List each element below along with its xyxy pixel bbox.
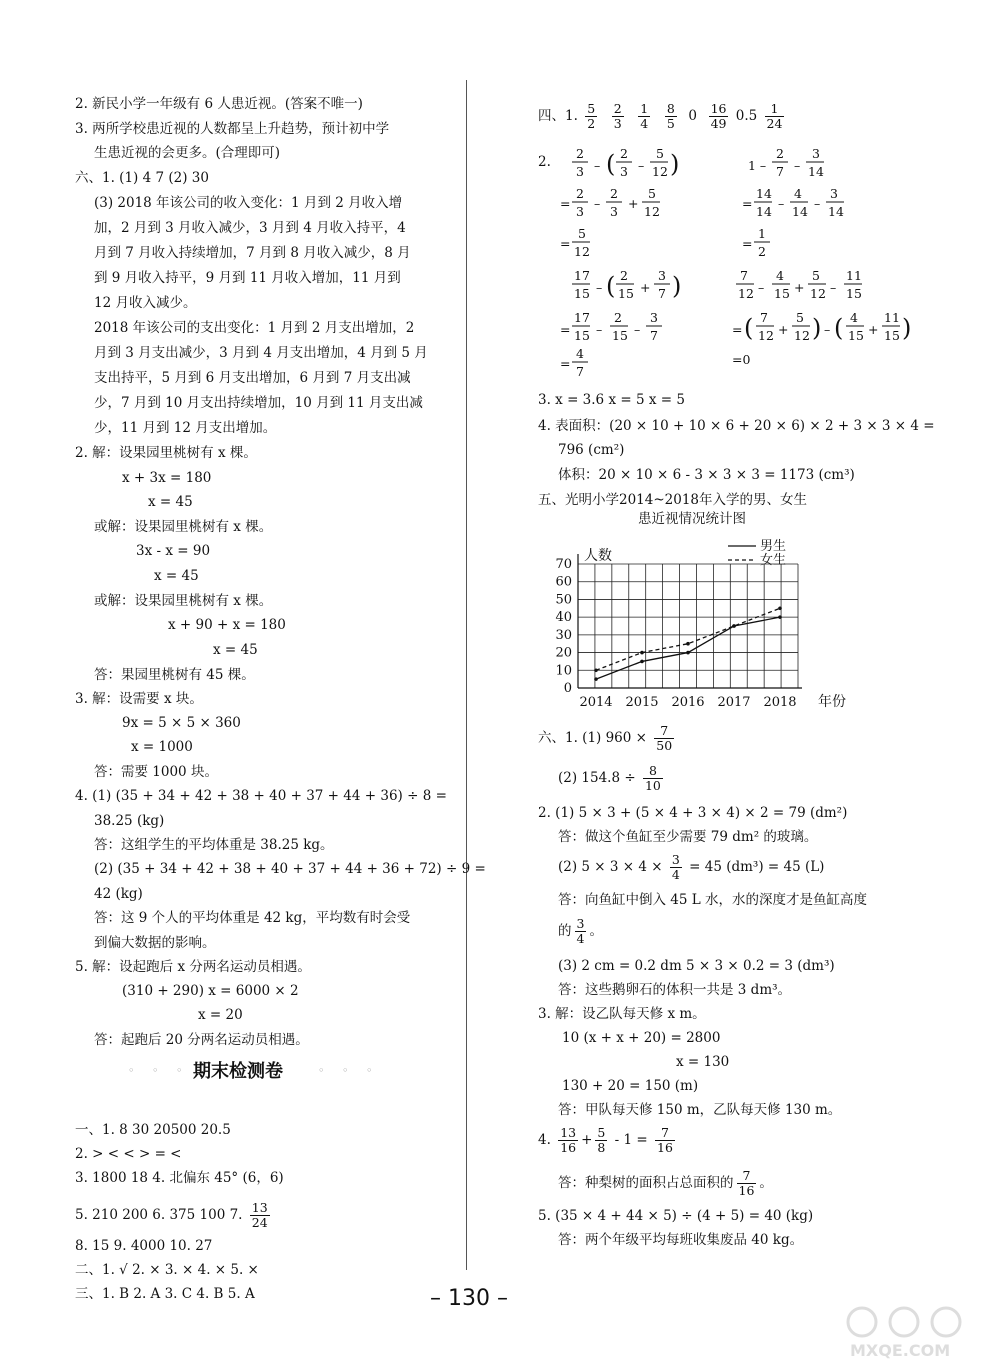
denominator: 50 — [656, 738, 673, 753]
math-text: 2 — [620, 268, 628, 283]
math-text: ( — [606, 150, 616, 178]
text-line: (2) (35 + 34 + 42 + 38 + 40 + 37 + 44 + 36 + 72) ÷ 9 = — [94, 861, 486, 877]
x-axis-label: 年份 — [818, 694, 846, 710]
numerator: 8 — [666, 101, 675, 116]
text-line: 38.25 (kg) — [94, 813, 165, 829]
fraction — [654, 724, 674, 753]
numerator: 7 — [654, 724, 674, 739]
math-text: – — [814, 196, 821, 211]
text-line: 月到 7 月收入持续增加，7 月到 8 月收入减少，8 月 — [94, 245, 411, 261]
fraction — [612, 102, 624, 131]
math-text: + — [640, 280, 651, 295]
numerator: 3 — [671, 852, 680, 867]
equation: 9x = 5 × 5 × 360 — [122, 715, 241, 731]
text-line: 或解：设果园里桃树有 x 棵。 — [94, 593, 273, 609]
denominator: 5 — [666, 116, 675, 131]
math-text: + — [778, 322, 789, 337]
svg-text:MXQE.COM: MXQE.COM — [850, 1341, 951, 1360]
answer-line: 答：这组学生的平均体重是 38.25 kg。 — [94, 837, 334, 853]
numerator: 16 — [710, 101, 727, 116]
math-text: 1 — [758, 226, 766, 241]
text-line: 5. (35 × 4 + 44 × 5) ÷ (4 + 5) = 40 (kg) — [538, 1208, 814, 1224]
math-text: ) — [672, 272, 682, 300]
math-text: 1 – — [748, 158, 767, 173]
answer-line: 答：这些鹅卵石的体积一共是 3 dm³。 — [558, 982, 792, 998]
math-text: 15 — [618, 286, 634, 301]
math-text: 5 — [812, 268, 820, 283]
x-tick-label: 2017 — [717, 695, 751, 710]
text-line — [558, 762, 666, 794]
answer-line: 答：甲队每天修 150 m，乙队每天修 130 m。 — [558, 1102, 842, 1118]
y-tick-label: 10 — [555, 663, 572, 679]
answer-line: 答：这 9 个人的平均体重是 42 kg，平均数有时会受 — [94, 910, 411, 926]
fraction — [665, 102, 677, 131]
text-line: 到偏大数据的影响。 — [94, 935, 216, 951]
math-text: = — [742, 196, 753, 211]
text: - 1 = — [614, 1132, 648, 1148]
watermark-logo — [842, 1300, 992, 1360]
math-text: – — [830, 280, 837, 295]
math-text: 12 — [574, 244, 590, 259]
math-text: 3 — [620, 164, 628, 179]
text: (2) 5 × 3 × 4 × — [558, 859, 663, 875]
math-text: ) — [902, 314, 912, 342]
text: (2) 154.8 ÷ — [558, 770, 636, 786]
x-tick-label: 2014 — [579, 695, 613, 710]
math-text: 4 — [576, 346, 584, 361]
math-text: 3 — [830, 186, 838, 201]
text-line: 2. 解：设果园里桃树有 x 棵。 — [75, 445, 257, 461]
numerator: 2 — [613, 101, 622, 116]
denominator: 16 — [560, 1140, 577, 1155]
column-divider — [466, 80, 467, 1270]
math-text: 2 — [620, 146, 628, 161]
text-line: 三、1. B 2. A 3. C 4. B 5. A — [75, 1286, 255, 1302]
math-text: 3 — [812, 146, 820, 161]
math-text: 17 — [574, 268, 590, 283]
text: 4. — [538, 1132, 551, 1148]
x-tick-label: 2018 — [763, 695, 797, 710]
math-text: 5 — [796, 310, 804, 325]
equation: x = 20 — [198, 1007, 243, 1023]
text-line — [75, 1200, 273, 1230]
fraction — [638, 102, 650, 131]
math-text: – — [634, 322, 641, 337]
math-text: = — [732, 322, 743, 337]
series-line-2 — [596, 608, 780, 670]
denominator: 4 — [671, 867, 680, 882]
math-text: 15 — [774, 286, 790, 301]
fraction — [737, 1169, 757, 1198]
math-text: 15 — [612, 328, 628, 343]
fraction — [643, 764, 663, 793]
y-tick-label: 70 — [555, 557, 572, 572]
text-line: (3) 2 cm = 0.2 dm 5 × 3 × 0.2 = 3 (dm³) — [558, 958, 835, 974]
series-line-1 — [596, 617, 780, 679]
fraction — [558, 1126, 578, 1155]
text-line: 5. 解：设起跑后 x 分两名运动员相遇。 — [75, 959, 311, 975]
math-text: 4 — [850, 310, 858, 325]
math-text: 7 — [760, 310, 768, 325]
equation: x + 90 + x = 180 — [168, 617, 286, 633]
data-point — [686, 651, 690, 655]
math-text: 2 — [758, 244, 766, 259]
legend-label: 女生 — [760, 553, 787, 568]
denominator: 8 — [597, 1140, 606, 1155]
numerator: 13 — [560, 1125, 577, 1140]
math-text: 5 — [656, 146, 664, 161]
fraction — [709, 102, 729, 131]
math-text: 4 — [776, 268, 784, 283]
math-text: 2 — [576, 146, 584, 161]
text-line: (3) 2018 年该公司的收入变化：1 月到 2 月收入增 — [94, 195, 403, 211]
math-text: 15 — [846, 286, 862, 301]
equation: x = 1000 — [131, 739, 193, 755]
fraction — [670, 853, 682, 882]
text-line: 五、光明小学2014~2018年入学的男、女生 — [538, 492, 808, 508]
answer-line: 答：向鱼缸中倒入 45 L 水，水的深度才是鱼缸高度 — [558, 892, 868, 908]
denominator: 10 — [644, 778, 661, 793]
text: 。 — [759, 1175, 773, 1191]
y-axis-label: 人数 — [584, 548, 612, 564]
math-text: 7 — [576, 364, 584, 379]
text-line — [558, 916, 603, 946]
numerator: 5 — [597, 1125, 606, 1140]
text-line: 2018 年该公司的支出变化：1 月到 2 月支出增加，2 — [94, 320, 415, 336]
legend-label: 男生 — [760, 539, 787, 554]
answer-line: 答：两个年级平均每班收集废品 40 kg。 — [558, 1232, 804, 1248]
math-text: – — [794, 158, 801, 173]
section-title: 期末检测卷 — [193, 1061, 283, 1082]
math-text: 14 — [808, 164, 824, 179]
text-line — [538, 722, 677, 754]
text-line — [538, 100, 787, 132]
text-line — [558, 852, 824, 882]
math-text: + — [794, 280, 805, 295]
math-text: ( — [744, 314, 754, 342]
text-line: 4. $\frac{13}{16}$ + $\frac{5}{8}$ - 1 = $\frac{7}{16}$ — [538, 1125, 673, 1155]
equation: (310 + 290) x = 6000 × 2 — [122, 983, 299, 999]
y-tick-label: 0 — [563, 681, 572, 696]
math-text: = — [560, 322, 571, 337]
text: 0.5 — [735, 108, 758, 124]
text: 的 — [558, 923, 572, 939]
text: 0 — [688, 108, 697, 124]
calc-right — [732, 146, 911, 367]
numerator: 1 — [765, 102, 785, 117]
text-line: 8. 15 9. 4000 10. 27 — [75, 1238, 213, 1254]
math-text: 7 — [776, 164, 784, 179]
x-tick-label: 2016 — [671, 695, 705, 710]
data-point — [732, 624, 736, 628]
math-text: 15 — [884, 328, 900, 343]
math-text: 7 — [650, 328, 658, 343]
math-text: 7 — [658, 286, 666, 301]
decor-dots: ◦ ◦ ◦ — [318, 1064, 380, 1077]
text-line: 六、1. (1) 4 7 (2) 30 — [75, 170, 209, 186]
y-tick-label: 20 — [555, 645, 572, 661]
math-text: 12 — [794, 328, 810, 343]
text-line: 少，7 月到 10 月支出持续增加，10 月到 11 月支出减 — [94, 395, 423, 411]
y-tick-label: 50 — [555, 592, 572, 608]
denominator: 24 — [251, 1215, 268, 1230]
math-text: 7 — [740, 268, 748, 283]
math-text: ( — [834, 314, 844, 342]
denominator: 4 — [576, 931, 585, 946]
numerator: 3 — [576, 916, 585, 931]
text-line: 或解：设果园里桃树有 x 棵。 — [94, 519, 273, 535]
text-line: 2. 新民小学一年级有 6 人患近视。(答案不唯一) — [75, 96, 363, 112]
data-point — [640, 660, 644, 664]
fraction — [655, 1126, 675, 1155]
fraction — [575, 917, 587, 946]
text-line: 少，11 月到 12 月支出增加。 — [94, 420, 277, 436]
y-tick-label: 40 — [555, 610, 572, 626]
numerator: 5 — [587, 101, 596, 116]
data-point — [594, 677, 598, 681]
text-line: 3. 1800 18 4. 北偏东 45° (6，6) — [75, 1170, 284, 1186]
math-text: 14 — [756, 186, 772, 201]
text-line: 支出持平，5 月到 6 月支出增加，6 月到 7 月支出减 — [94, 370, 411, 386]
math-text: 3 — [650, 310, 658, 325]
math-text: = — [560, 236, 571, 251]
denominator: 3 — [613, 116, 622, 131]
math-text: 12 — [738, 286, 754, 301]
math-text: 15 — [574, 328, 590, 343]
x-tick-label: 2015 — [625, 695, 659, 710]
equation: x = 45 — [213, 642, 258, 658]
y-tick-label: 30 — [555, 627, 572, 643]
equation: x = 45 — [148, 494, 193, 510]
text: 2. — [538, 154, 551, 170]
text: = 45 (dm³) = 45 (L) — [689, 859, 825, 875]
text: 5. 210 200 6. 375 100 7. — [75, 1207, 243, 1223]
math-text: + — [868, 322, 879, 337]
math-text: 5 — [648, 186, 656, 201]
math-text: 11 — [846, 268, 862, 283]
math-text: 11 — [884, 310, 900, 325]
text-line: 4. 表面积：(20 × 10 + 10 × 6 + 20 × 6) × 2 + 3 × 3 × 4 = — [538, 418, 935, 434]
equation: 3x - x = 90 — [136, 543, 211, 559]
text: 答：种梨树的面积占总面积的 — [558, 1175, 734, 1191]
data-point — [686, 642, 690, 646]
numerator: 8 — [643, 764, 663, 779]
fraction — [250, 1201, 270, 1230]
text: 六、1. (1) 960 × — [538, 730, 647, 746]
text-line: 二、1. √ 2. × 3. × 4. × 5. × — [75, 1262, 259, 1278]
math-text: = — [560, 356, 571, 371]
equation: 10 (x + x + 20) = 2800 — [562, 1030, 721, 1046]
text-line: 月到 3 月支出减少，3 月到 4 月支出增加，4 月到 5 月 — [94, 345, 428, 361]
math-text: =0 — [732, 352, 751, 367]
math-text: – — [758, 280, 765, 295]
math-text: 2 — [614, 310, 622, 325]
math-text: 2 — [576, 186, 584, 201]
math-text: + — [628, 196, 639, 211]
math-text: 3 — [658, 268, 666, 283]
denominator: 16 — [657, 1140, 673, 1155]
equation: x + 3x = 180 — [122, 470, 212, 486]
data-point — [594, 668, 598, 672]
math-text: 12 — [652, 164, 668, 179]
answer-line: 答：起跑后 20 分两名运动员相遇。 — [94, 1032, 309, 1048]
chart-title: 患近视情况统计图 — [638, 511, 746, 527]
text-line: 3. x = 3.6 x = 5 x = 5 — [538, 392, 685, 408]
numerator: 7 — [737, 1169, 757, 1184]
math-text: – — [594, 158, 601, 173]
math-text: – — [778, 196, 785, 211]
numerator: 13 — [251, 1200, 268, 1215]
decor-dots: ◦ ◦ ◦ — [128, 1064, 190, 1077]
math-text: 12 — [810, 286, 826, 301]
text-line: 12 月收入减少。 — [94, 295, 197, 311]
math-text: 14 — [756, 204, 772, 219]
math-text: – — [596, 322, 603, 337]
page-number: – 130 – — [430, 1286, 508, 1311]
equation: x = 130 — [676, 1054, 730, 1070]
data-point — [778, 615, 782, 619]
fraction-work — [560, 140, 912, 390]
text-line: 加，2 月到 3 月收入减少，3 月到 4 月收入持平，4 — [94, 220, 406, 236]
math-text: 2 — [776, 146, 784, 161]
math-text: 3 — [610, 204, 618, 219]
calc-left — [560, 146, 681, 379]
math-text: – — [596, 280, 603, 295]
math-text: 12 — [644, 204, 660, 219]
math-text: – — [824, 322, 831, 337]
denominator: 4 — [640, 116, 649, 131]
text: 。 — [589, 923, 603, 939]
numerator: 7 — [655, 1126, 675, 1141]
text-line: 一、1. 8 30 20500 20.5 — [75, 1122, 231, 1138]
answer-line — [558, 1168, 773, 1198]
fraction — [585, 102, 597, 131]
numerator: 1 — [640, 101, 649, 116]
math-text: 14 — [792, 204, 808, 219]
text-line: 3. 解：设需要 x 块。 — [75, 691, 203, 707]
math-text: 3 — [576, 204, 584, 219]
text-line: 2. > < < > = < — [75, 1146, 182, 1162]
math-text: 5 — [578, 226, 586, 241]
text-line: 4. (1) (35 + 34 + 42 + 38 + 40 + 37 + 44 + 36) ÷ 8 = — [75, 788, 447, 804]
data-point — [778, 606, 782, 610]
text-line: 生患近视的会更多。(合理即可) — [94, 145, 281, 161]
math-text: ) — [812, 314, 822, 342]
math-text: 14 — [828, 204, 844, 219]
denominator: 24 — [766, 116, 783, 131]
text-line: 3. 解：设乙队每天修 x m。 — [538, 1006, 706, 1022]
answer-line: 答：做这个鱼缸至少需要 79 dm² 的玻璃。 — [558, 829, 818, 845]
text-line: 到 9 月收入持平，9 月到 11 月收入增加，11 月到 — [94, 270, 401, 286]
fraction — [595, 1126, 607, 1155]
text-line: 42 (kg) — [94, 886, 143, 902]
math-text: 15 — [574, 286, 590, 301]
math-text: = — [560, 196, 571, 211]
math-text: 3 — [576, 164, 584, 179]
denominator: 16 — [738, 1183, 755, 1198]
math-text: – — [638, 158, 645, 173]
answer-line: 答：果园里桃树有 45 棵。 — [94, 667, 255, 683]
answer-line: 答：需要 1000 块。 — [94, 764, 218, 780]
text: 四、1. — [538, 108, 578, 124]
text-line: 体积：20 × 10 × 6 - 3 × 3 × 3 = 1173 (cm³) — [558, 467, 855, 483]
y-tick-label: 60 — [555, 574, 572, 590]
math-text: 12 — [758, 328, 774, 343]
math-text: = — [742, 236, 753, 251]
line-chart — [536, 539, 846, 712]
text-line: 3. 两所学校患近视的人数都呈上升趋势，预计初中学 — [75, 121, 390, 137]
math-text: 15 — [848, 328, 864, 343]
math-text: ( — [606, 272, 616, 300]
math-text: 17 — [574, 310, 590, 325]
text-line: 796 (cm²) — [558, 442, 625, 458]
text-line: 2. (1) 5 × 3 + (5 × 4 + 3 × 4) × 2 = 79 (dm²) — [538, 805, 848, 821]
equation: x = 45 — [154, 568, 199, 584]
math-text: 2 — [610, 186, 618, 201]
denominator: 2 — [587, 116, 596, 131]
fraction — [765, 102, 785, 131]
math-text: ) — [670, 150, 680, 178]
math-text: 4 — [794, 186, 802, 201]
math-text: – — [594, 196, 601, 211]
equation: 130 + 20 = 150 (m) — [562, 1078, 699, 1094]
denominator: 49 — [710, 116, 727, 131]
data-point — [640, 651, 644, 655]
